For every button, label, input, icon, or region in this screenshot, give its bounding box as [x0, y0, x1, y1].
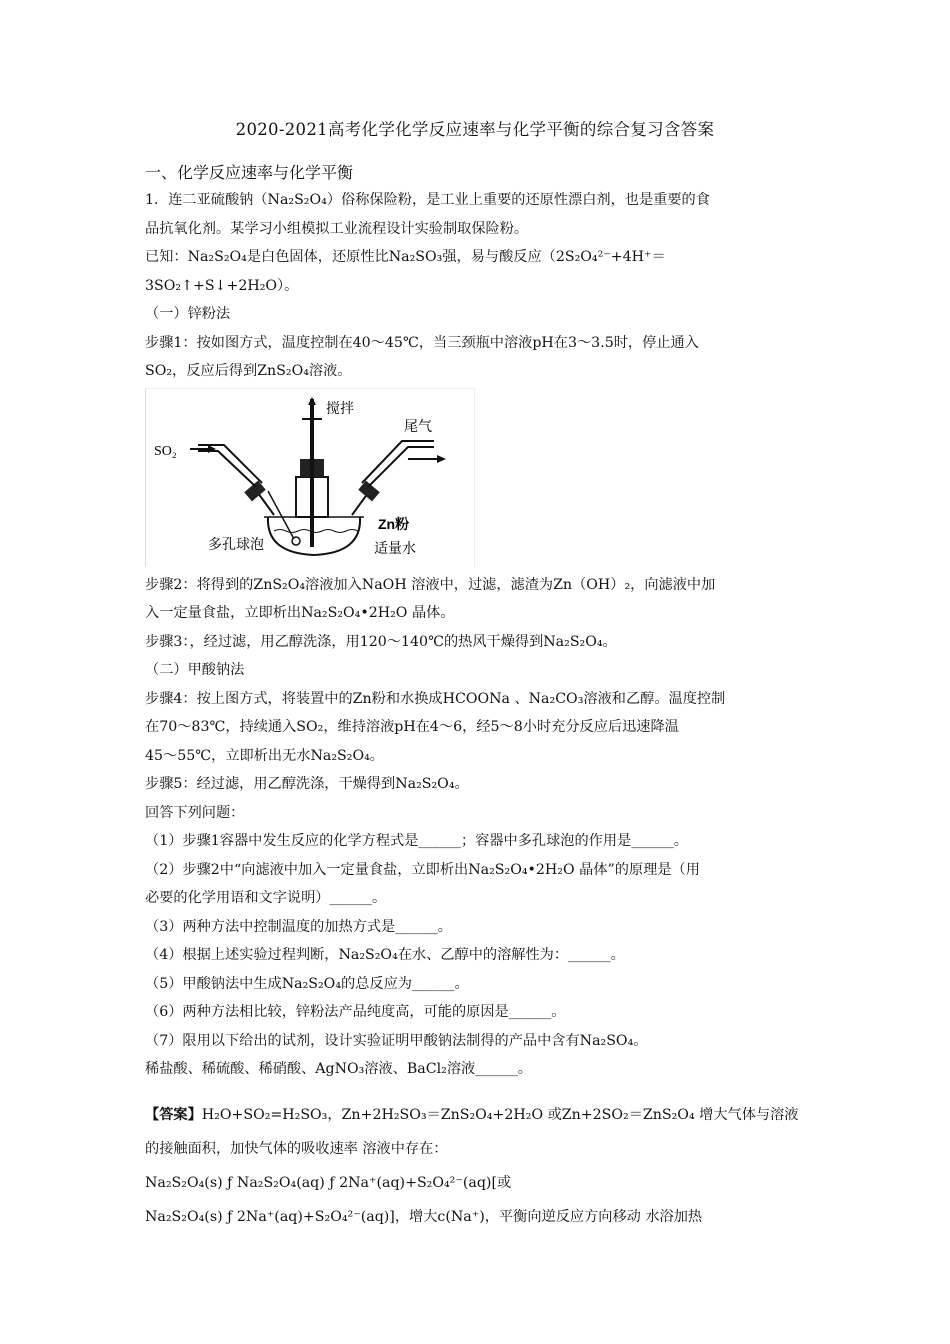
known-info-line: 3SO₂↑+S↓+2H₂O）。 — [145, 277, 299, 294]
step-line: 在70～83℃，持续通入SO₂，维持溶液pH在4～6，经5～8小时充分反应后迅速降温 — [145, 719, 679, 735]
sub-question: （4）根据上述实验过程判断，Na₂S₂O₄在水、乙醇中的溶解性为：______。 — [145, 947, 625, 963]
tail-gas-label: 尾气 — [404, 417, 432, 434]
section-heading: 一、化学反应速率与化学平衡 — [145, 163, 354, 182]
known-info-line: 已知：Na₂S₂O₄是白色固体，还原性比Na₂SO₃强，易与酸反应（2S₂O₄²⁻+4H⁺＝ — [145, 249, 666, 265]
apparatus-diagram — [145, 388, 475, 567]
question-1-line: 品抗氧化剂。某学习小组模拟工业流程设计实验制取保险粉。 — [145, 220, 529, 237]
step-line: 步骤5：经过滤，用乙醇洗涤，干燥得到Na₂S₂O₄。 — [145, 776, 469, 792]
step-line: SO₂，反应后得到ZnS₂O₄溶液。 — [145, 363, 352, 379]
step-line: 步骤3：，经过滤，用乙醇洗涤，用120～140℃的热风干燥得到Na₂S₂O₄。 — [145, 633, 617, 650]
answer-label: 【答案】 — [145, 1106, 202, 1123]
answer-line: 的接触面积，加快气体的吸收速率 溶液中存在： — [145, 1140, 448, 1157]
sub-question: （5）甲酸钠法中生成Na₂S₂O₄的总反应为______。 — [145, 975, 469, 992]
sub-question: （7）限用以下给出的试剂，设计实验证明甲酸钠法制得的产品中含有Na₂SO₄。 — [145, 1032, 648, 1049]
answer-line: Na₂S₂O₄(s) ƒ 2Na⁺(aq)+S₂O₄²⁻(aq)]，增大c(Na⁺)，平衡向逆反应方向移动 水浴加热 — [145, 1208, 703, 1225]
page-title: 2020-2021高考化学化学反应速率与化学平衡的综合复习含答案 — [235, 120, 715, 139]
step-line: 步骤1：按如图方式，温度控制在40～45℃，当三颈瓶中溶液pH在3～3.5时，停止通入 — [145, 334, 699, 351]
so2-label: SO₂ — [154, 443, 177, 459]
question-body — [145, 186, 805, 1234]
sub-question: （3）两种方法中控制温度的加热方式是______。 — [145, 918, 452, 935]
step-line: 步骤2：将得到的ZnS₂O₄溶液加入NaOH 溶液中，过滤，滤渣为Zn（OH）₂，向滤液中加 — [145, 576, 716, 593]
method-heading: （一）锌粉法 — [145, 306, 231, 322]
step-line: 步骤4：按上图方式，将装置中的Zn粉和水换成HCOONa 、Na₂CO₃溶液和乙醇。温度控制 — [145, 690, 726, 707]
step-line: 入一定量食盐，立即析出Na₂S₂O₄•2H₂O 晶体。 — [145, 605, 455, 621]
step-line: 45～55℃，立即析出无水Na₂S₂O₄。 — [145, 747, 384, 764]
sub-question: （6）两种方法相比较，锌粉法产品纯度高，可能的原因是______。 — [145, 1004, 566, 1020]
answer-line: Na₂S₂O₄(s) ƒ Na₂S₂O₄(aq) ƒ 2Na⁺(aq)+S₂O₄²⁻(aq)[或 — [145, 1174, 512, 1191]
answer-text: H₂O+SO₂=H₂SO₃，Zn+2H₂SO₃＝ZnS₂O₄+2H₂O 或Zn+2SO₂＝ZnS₂O₄ 增大气体与溶液 — [201, 1106, 799, 1123]
sub-question: （1）步骤1容器中发生反应的化学方程式是______；容器中多孔球泡的作用是______。 — [145, 833, 688, 849]
water-label: 适量水 — [374, 539, 416, 556]
sub-question: （2）步骤2中“向滤液中加入一定量食盐，立即析出Na₂S₂O₄•2H₂O 晶体”的原理是（用 — [145, 861, 700, 878]
stir-label: 搅拌 — [326, 399, 354, 416]
method-heading: （二）甲酸钠法 — [145, 662, 245, 678]
question-1-line: 1．连二亚硫酸钠（Na₂S₂O₄）俗称保险粉，是工业上重要的还原性漂白剂，也是重要的食 — [145, 192, 710, 208]
sub-question: 稀盐酸、稀硫酸、稀硝酸、AgNO₃溶液、BaCl₂溶液______。 — [145, 1061, 532, 1077]
answer-line — [145, 1098, 805, 1132]
zn-powder-label: Zn粉 — [378, 515, 410, 532]
sub-question: 必要的化学用语和文字说明）______。 — [145, 890, 387, 906]
bubbler-label: 多孔球泡 — [208, 535, 264, 552]
answer-prompt: 回答下列问题： — [145, 804, 245, 821]
